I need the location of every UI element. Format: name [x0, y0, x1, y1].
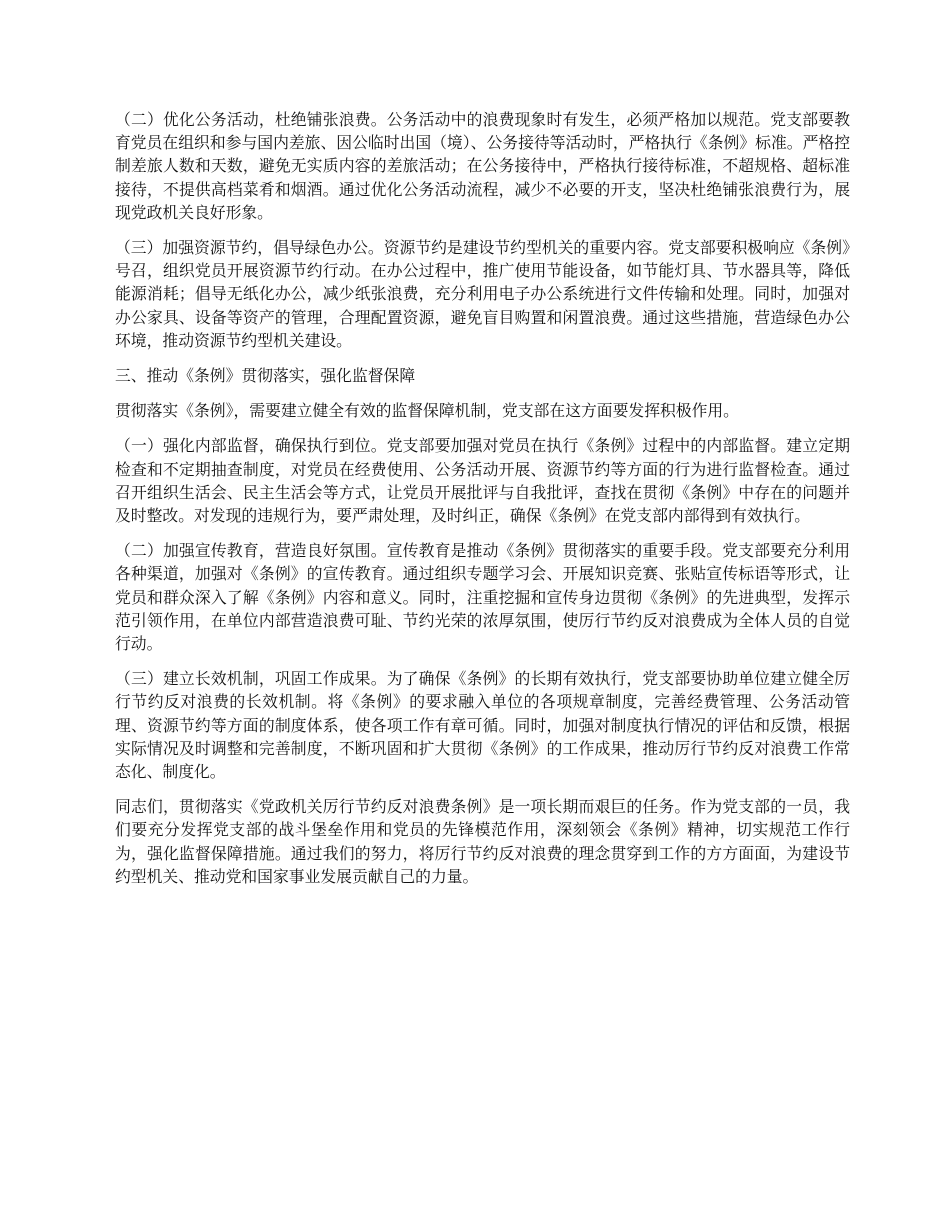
paragraph-long-term-mechanism: （三）建立长效机制，巩固工作成果。为了确保《条例》的长期有效执行，党支部要协助单位建立健全厉行节约反对浪费的长效机制。将《条例》的要求融入单位的各项规章制度，完善经费管理、公务活动管理、资源节约等方面的制度体系，使各项工作有章可循。同时，加强对制度执行情况的评估和反馈，根据实际情况及时调整和完善制度，不断巩固和扩大贯彻《条例》的工作成果，推动厉行节约反对浪费工作常态化、制度化。: [115, 669, 850, 782]
paragraph-section-intro: 贯彻落实《条例》，需要建立健全有效的监督保障机制，党支部在这方面要发挥积极作用。: [115, 401, 739, 421]
paragraph-resource-saving: （三）加强资源节约，倡导绿色办公。资源节约是建设节约型机关的重要内容。党支部要积极响应《条例》号召，组织党员开展资源节约行动。在办公过程中，推广使用节能设备，如节能灯具、节水器具等，降低能源消耗；倡导无纸化办公，减少纸张浪费，充分利用电子办公系统进行文件传输和处理。同时，加强对办公家具、设备等资产的管理，合理配置资源，避免盲目购置和闲置浪费。通过这些措施，营造绿色办公环境，推动资源节约型机关建设。: [115, 238, 850, 350]
paragraph-optimize-official-activities: （二）优化公务活动，杜绝铺张浪费。公务活动中的浪费现象时有发生，必须严格加以规范。党支部要教育党员在组织和参与国内差旅、因公临时出国（境）、公务接待等活动时，严格执行《条例》标准。严格控制差旅人数和天数，避免无实质内容的差旅活动；在公务接待中，严格执行接待标准，不超规格、超标准接待，不提供高档菜肴和烟酒。通过优化公务活动流程，减少不必要的开支，坚决杜绝铺张浪费行为，展现党政机关良好形象。: [115, 110, 850, 222]
section-heading-supervision: 三、推动《条例》贯彻落实，强化监督保障: [115, 366, 416, 386]
paragraph-internal-supervision: （一）强化内部监督，确保执行到位。党支部要加强对党员在执行《条例》过程中的内部监督。建立定期检查和不定期抽查制度，对党员在经费使用、公务活动开展、资源节约等方面的行为进行监督检查。通过召开组织生活会、民主生活会等方式，让党员开展批评与自我批评，查找在贯彻《条例》中存在的问题并及时整改。对发现的违规行为，要严肃处理，及时纠正，确保《条例》在党支部内部得到有效执行。: [115, 436, 850, 526]
document-page: [115, 108, 850, 900]
paragraph-conclusion: 同志们，贯彻落实《党政机关厉行节约反对浪费条例》是一项长期而艰巨的任务。作为党支部的一员，我们要充分发挥党支部的战斗堡垒作用和党员的先锋模范作用，深刻领会《条例》精神，切实规范工作行为，强化监督保障措施。通过我们的努力，将厉行节约反对浪费的理念贯穿到工作的方方面面，为建设节约型机关、推动党和国家事业发展贡献自己的力量。: [115, 797, 850, 886]
paragraph-publicity-education: （二）加强宣传教育，营造良好氛围。宣传教育是推动《条例》贯彻落实的重要手段。党支部要充分利用各种渠道，加强对《条例》的宣传教育。通过组织专题学习会、开展知识竞赛、张贴宣传标语等形式，让党员和群众深入了解《条例》内容和意义。同时，注重挖掘和宣传身边贯彻《条例》的先进典型，发挥示范引领作用，在单位内部营造浪费可耻、节约光荣的浓厚氛围，使厉行节约反对浪费成为全体人员的自觉行动。: [115, 541, 850, 654]
